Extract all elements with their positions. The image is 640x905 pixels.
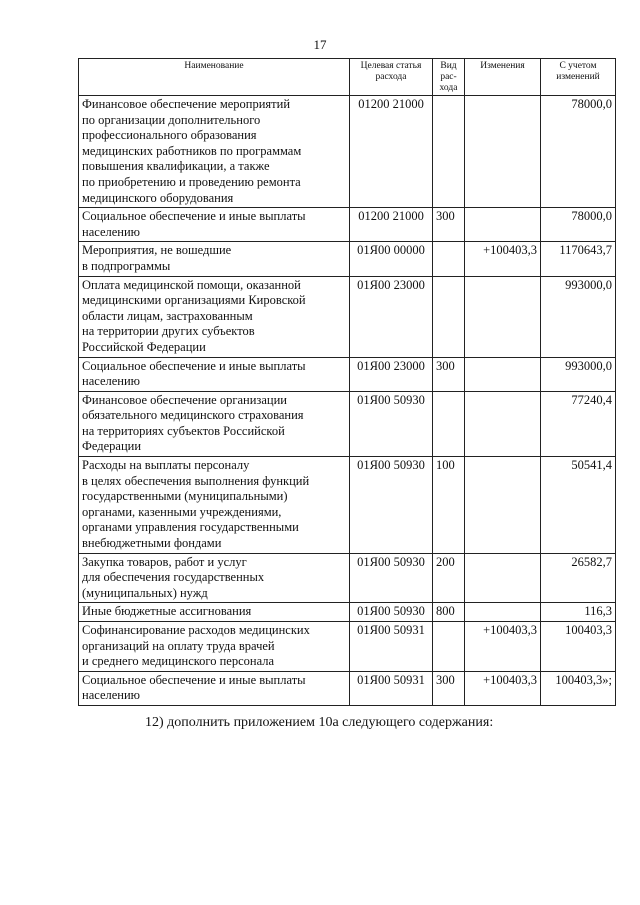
row-total: 78000,0 [541,96,616,208]
row-change [465,208,541,242]
row-target-code: 01200 21000 [350,208,433,242]
row-total: 116,3 [541,603,616,622]
row-total: 26582,7 [541,553,616,603]
row-expense-type [433,622,465,672]
row-name: Расходы на выплаты персоналу в целях обеспечения выполнения функций государственными (муниципальными) органами, казенными учреждениями, органами управления государственными внебюджетными фондами [79,457,350,554]
table-row [79,671,616,705]
row-name: Иные бюджетные ассигнования [79,603,350,622]
page-number: 17 [313,37,327,52]
row-target-code: 01Я00 50930 [350,553,433,603]
table-row [79,603,616,622]
row-target-code: 01Я00 23000 [350,357,433,391]
row-change: +100403,3 [465,671,541,705]
header-name: Наименование [79,59,350,96]
row-expense-type: 300 [433,208,465,242]
row-target-code: 01Я00 50930 [350,603,433,622]
row-name: Закупка товаров, работ и услуг для обеспечения государственных (муниципальных) нужд [79,553,350,603]
row-name: Социальное обеспечение и иные выплаты населению [79,357,350,391]
header-changes: Изменения [465,59,541,96]
row-change [465,603,541,622]
row-expense-type [433,276,465,357]
row-expense-type: 200 [433,553,465,603]
row-total: 1170643,7 [541,242,616,276]
row-total: 77240,4 [541,391,616,456]
row-change: +100403,3 [465,242,541,276]
row-name: Социальное обеспечение и иные выплаты населению [79,671,350,705]
row-target-code: 01Я00 50931 [350,622,433,672]
row-total: 993000,0 [541,276,616,357]
table-row [79,208,616,242]
row-change [465,391,541,456]
row-total: 993000,0 [541,357,616,391]
row-expense-type [433,242,465,276]
row-change [465,553,541,603]
row-expense-type: 100 [433,457,465,554]
row-target-code: 01Я00 50931 [350,671,433,705]
header-total-with-changes: С учетом изменений [541,59,616,96]
row-change [465,276,541,357]
row-name: Мероприятия, не вошедшие в подпрограммы [79,242,350,276]
row-target-code: 01Я00 50930 [350,391,433,456]
row-expense-type [433,391,465,456]
row-total: 100403,3 [541,622,616,672]
table-row [79,553,616,603]
table-row [79,457,616,554]
row-total: 50541,4 [541,457,616,554]
row-total: 78000,0 [541,208,616,242]
table-header-row [79,59,616,96]
row-name: Финансовое обеспечение мероприятий по организации дополнительного профессионального образования медицинских работников по программам повышения квалификации, а также по приобретению и проведению ремонта медицинского оборудования [79,96,350,208]
row-change [465,457,541,554]
header-expense-type: Вид рас- хода [433,59,465,96]
table-row [79,242,616,276]
row-expense-type [433,96,465,208]
row-name: Софинансирование расходов медицинских организаций на оплату труда врачей и среднего медицинского персонала [79,622,350,672]
budget-table [78,58,616,706]
table-row [79,391,616,456]
header-target-article: Целевая статья расхода [350,59,433,96]
row-target-code: 01Я00 23000 [350,276,433,357]
table-row [79,622,616,672]
table-row [79,357,616,391]
row-target-code: 01200 21000 [350,96,433,208]
row-change [465,96,541,208]
row-target-code: 01Я00 00000 [350,242,433,276]
row-name: Оплата медицинской помощи, оказанной медицинскими организациями Кировской области лицам, застрахованным на территории других субъектов Российской Федерации [79,276,350,357]
row-change: +100403,3 [465,622,541,672]
amendment-paragraph: 12) дополнить приложением 10а следующего содержания: [145,715,494,730]
table-body [79,96,616,706]
table-row [79,276,616,357]
row-name: Социальное обеспечение и иные выплаты населению [79,208,350,242]
row-target-code: 01Я00 50930 [350,457,433,554]
row-expense-type: 300 [433,357,465,391]
row-name: Финансовое обеспечение организации обязательного медицинского страхования на территориях субъектов Российской Федерации [79,391,350,456]
table-row [79,96,616,208]
row-total: 100403,3»; [541,671,616,705]
row-change [465,357,541,391]
row-expense-type: 300 [433,671,465,705]
row-expense-type: 800 [433,603,465,622]
